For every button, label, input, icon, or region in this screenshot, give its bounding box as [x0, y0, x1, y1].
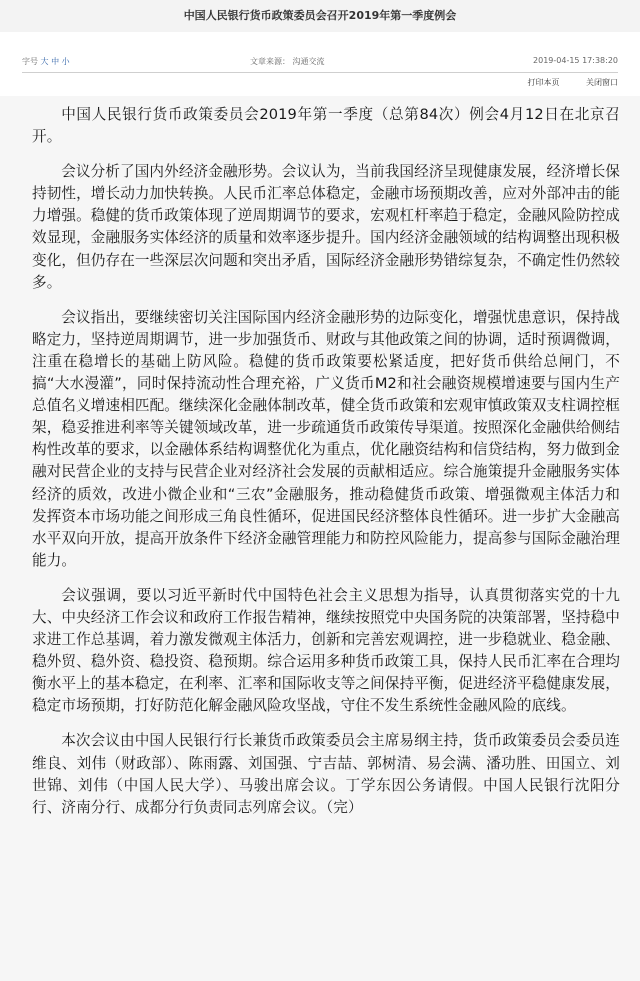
article-paragraph: 会议强调，要以习近平新时代中国特色社会主义思想为指导，认真贯彻落实党的十九大、中央经济工作会议和政府工作报告精神，继续按照党中央国务院的决策部署，坚持稳中求进工作总基调，着力激发微观主体活力，创新和完善宏观调控，进一步稳就业、稳金融、稳外贸、稳外资、稳投资、稳预期。综合运用多种货币政策工具，保持人民币汇率在合理均衡水平上的基本稳定，在利率、汇率和国际收支等之间保持平衡，促进经济平稳健康发展，稳定市场预期，打好防范化解金融风险攻坚战，守住不发生系统性金融风险的底线。: [32, 586, 620, 715]
page-title: 中国人民银行货币政策委员会召开2019年第一季度例会: [183, 9, 457, 22]
article-meta: [22, 50, 618, 73]
article-body: [0, 96, 640, 981]
article-paragraph: 会议分析了国内外经济金融形势。会议认为，当前我国经济呈现健康发展，经济增长保持韧性，增长动力加快转换。人民币汇率总体稳定，金融市场预期改善，应对外部冲击的能力增强。稳健的货币政策体现了逆周期调节的要求，宏观杠杆率趋于稳定，金融风险防控成效显现，金融服务实体经济的质量和效率逐步提升。国内经济金融领域的结构调整出现积极变化，但仍存在一些深层次问题和突出矛盾，国际经济金融形势错综复杂，不确定性仍然较多。: [32, 163, 620, 291]
page-header: [0, 0, 640, 32]
font-size-label: 字号: [22, 57, 38, 66]
article-paragraph: 中国人民银行货币政策委员会2019年第一季度（总第84次）例会4月12日在北京召开。: [32, 106, 620, 146]
font-size-control: [22, 56, 70, 67]
close-window-link[interactable]: 关闭窗口: [586, 78, 618, 87]
print-link[interactable]: 打印本页: [527, 78, 560, 87]
font-size-options[interactable]: 大 中 小: [40, 57, 70, 66]
article-paragraph: 本次会议由中国人民银行行长兼货币政策委员会主席易纲主持，货币政策委员会委员连维良、刘伟（财政部）、陈雨露、刘国强、宁吉喆、郭树清、易会满、潘功胜、田国立、刘世锦、刘伟（中国人民大学）、马骏出席会议。丁学东因公务请假。中国人民银行沈阳分行、济南分行、成都分行负责同志列席会议。（完）: [32, 732, 620, 816]
article-actions: [22, 77, 618, 93]
article-paragraph: 会议指出，要继续密切关注国际国内经济金融形势的边际变化，增强忧患意识，保持战略定力，坚持逆周期调节，进一步加强货币、财政与其他政策之间的协调，适时预调微调，注重在稳增长的基础上防风险。稳健的货币政策要松紧适度，把好货币供给总闸门，不搞“大水漫灌”，同时保持流动性合理充裕，广义货币M2和社会融资规模增速要与国内生产总值名义增速相匹配。继续深化金融体制改革，健全货币政策和宏观审慎政策双支柱调控框架，稳妥推进利率等关键领域改革，进一步疏通货币政策传导渠道。按照深化金融供给侧结构性改革的要求，以金融体系结构调整优化为重点，优化融资结构和信贷结构，努力做到金融对民营企业的支持与民营企业对经济社会发展的贡献相适应。综合施策提升金融服务实体经济的质效，改进小微企业和“三农”金融服务，推动稳健货币政策、增强微观主体活力和发挥资本市场功能之间形成三角良性循环，促进国民经济整体良性循环。进一步扩大金融高水平双向开放，提高开放条件下经济金融管理能力和防控风险能力，提高参与国际金融治理能力。: [32, 308, 620, 569]
article-source: 文章来源： 沟通交流: [250, 57, 325, 66]
article-datetime: 2019-04-15 17:38:20: [533, 56, 618, 65]
